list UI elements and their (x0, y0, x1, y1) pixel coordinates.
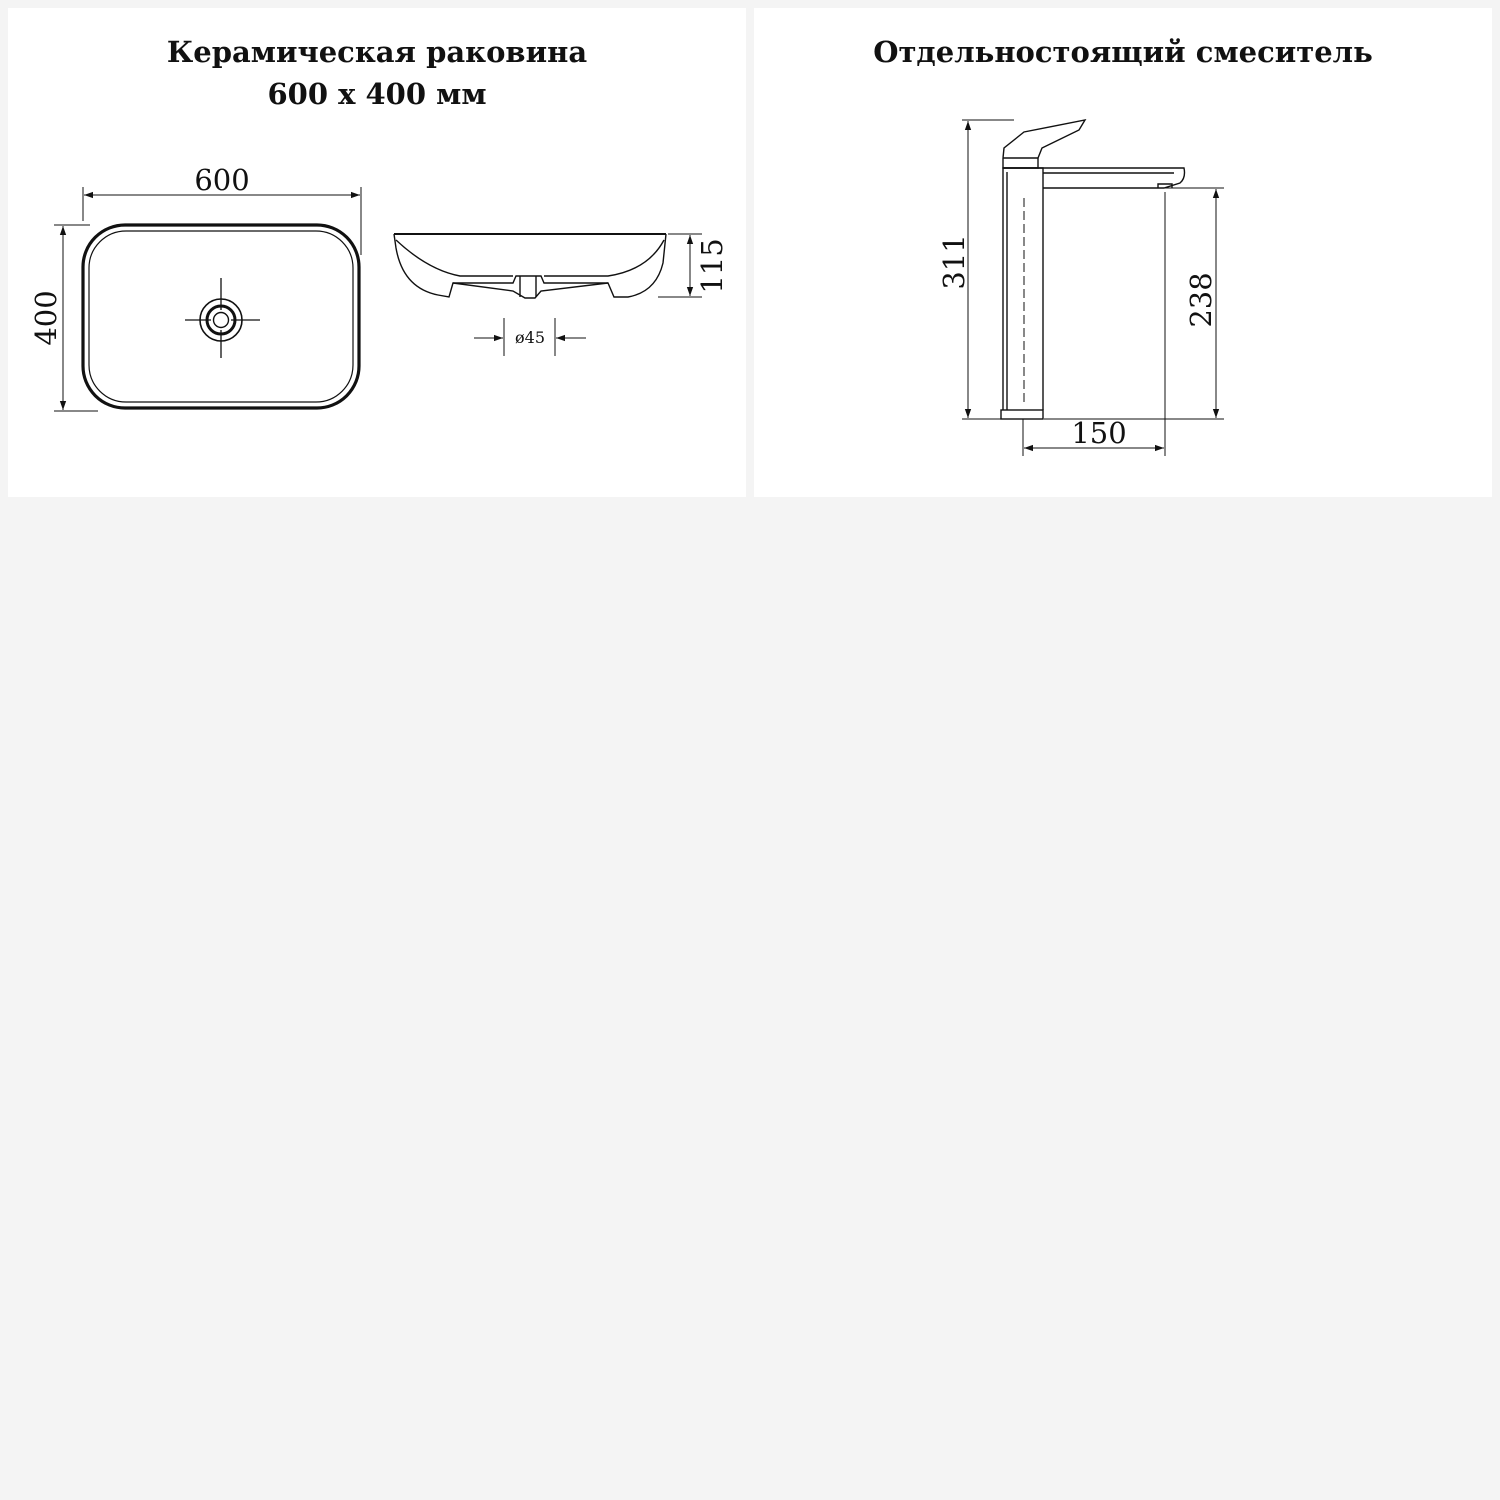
spout-reach-label: 150 (1071, 416, 1127, 450)
total-height-label: 311 (937, 234, 971, 290)
drain-symbol (185, 278, 260, 358)
sink-side-view (394, 234, 666, 298)
faucet-title: Отдельностоящий смеситель (873, 35, 1373, 69)
faucet-panel (754, 8, 1492, 497)
sink-panel (8, 8, 746, 497)
sink-title-line2: 600 х 400 мм (267, 77, 487, 111)
width-dimension (83, 187, 361, 255)
faucet-outline (1001, 120, 1185, 419)
sink-top-view (83, 225, 359, 408)
spout-height-label: 238 (1184, 272, 1218, 328)
height-dimension-label: 115 (695, 238, 729, 294)
sink-title-line1: Керамическая раковина (166, 35, 588, 69)
drain-diameter-label: ø45 (515, 328, 545, 347)
width-dimension-label: 600 (194, 163, 250, 197)
depth-dimension-label: 400 (29, 290, 63, 346)
sink-drawing (8, 8, 746, 497)
faucet-drawing (754, 8, 1492, 497)
